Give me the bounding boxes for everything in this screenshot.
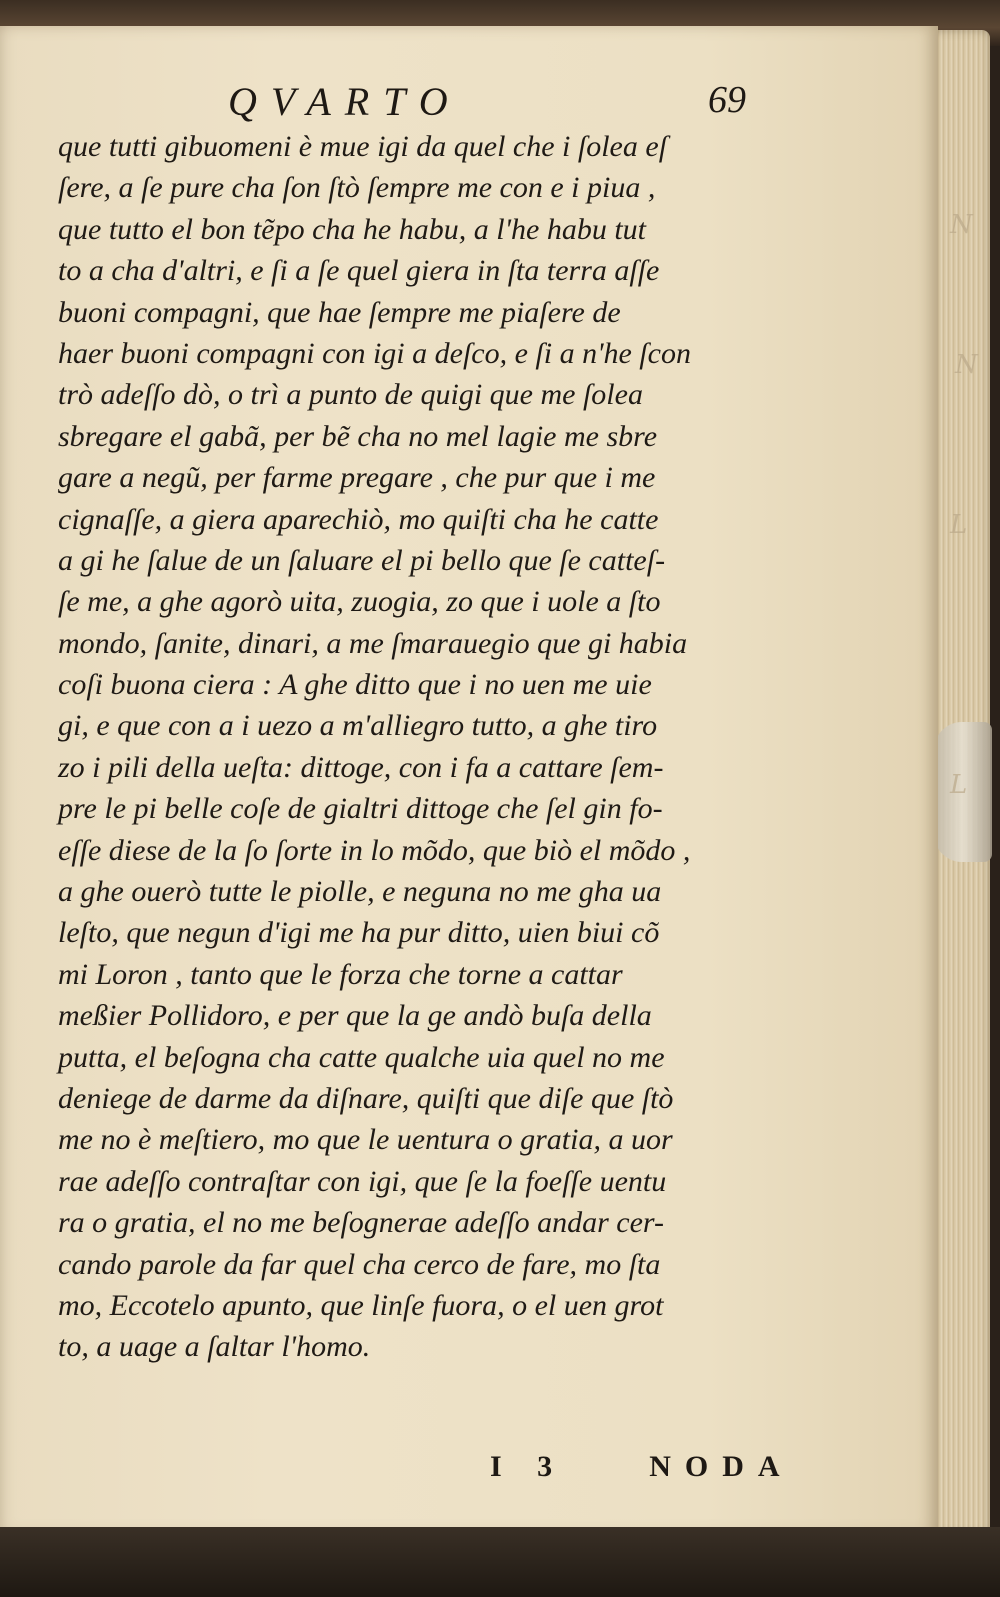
bleed-through-mark: N: [955, 350, 978, 380]
signature-mark: [490, 1450, 794, 1484]
text-line: leſto, que negun d'igi me ha pur ditto, uien biui cõ: [58, 916, 660, 950]
text-line: pre le pi belle coſe de gialtri dittoge che ſel gin fo-: [58, 792, 663, 826]
text-line: cando parole da far quel cha cerco de fare, mo ſta: [58, 1247, 661, 1281]
text-line: to, a uage a ſaltar l'homo.: [58, 1330, 371, 1364]
text-line: eſſe diese de la ſo ſorte in lo mõdo, que biò el mõdo ,: [58, 833, 691, 867]
text-line: buoni compagni, que hae ſempre me piaſere de: [58, 295, 621, 329]
bleed-through-mark: L: [950, 770, 968, 800]
text-line: ſere, a ſe pure cha ſon ſtò ſempre me con e i piua ,: [58, 171, 656, 205]
text-line: cignaſſe, a giera aparechiò, mo quiſti cha he catte: [58, 502, 659, 536]
text-line: que tutti gibuomeni è mue igi da quel che i ſolea eſ: [58, 130, 668, 163]
background-bottom: [0, 1527, 1000, 1597]
text-line: deniege de darme da diſnare, quiſti que diſe que ſtò: [58, 1081, 674, 1115]
text-line: mondo, ſanite, dinari, a me ſmarauegio que gi habia: [58, 626, 688, 660]
text-line: to a cha d'altri, e ſi a ſe quel giera in ſta terra aſſe: [58, 254, 660, 288]
text-line: meßier Pollidoro, e per que la ge andò buſa della: [58, 999, 652, 1033]
text-line: mi Loron , tanto que le forza che torne a cattar: [58, 957, 623, 991]
catchword: NODA: [649, 1450, 794, 1483]
text-line: gi, e que con a i uezo a m'alliegro tutto, a ghe tiro: [58, 709, 658, 743]
text-line: trò adeſſo dò, o trì a punto de quigi que me ſolea: [58, 378, 643, 412]
text-line: zo i pili della ueſta: dittoge, con i fa a cattare ſem-: [58, 750, 664, 784]
text-line: mo, Eccotelo apunto, que linſe fuora, o el uen grot: [58, 1288, 664, 1322]
text-line: a ghe ouerò tutte le piolle, e neguna no me gha ua: [58, 875, 662, 909]
signature-number: I 3: [490, 1450, 567, 1483]
text-line: ra o gratia, el no me beſognerae adeſſo andar cer-: [58, 1206, 664, 1240]
text-line: que tutto el bon tẽpo cha he habu, a l'he habu tut: [58, 212, 646, 246]
text-line: sbregare el gabã, per bẽ cha no mel lagie me sbre: [58, 419, 658, 453]
text-line: rae adeſſo contraſtar con igi, que ſe la foeſſe uentu: [58, 1164, 667, 1198]
text-line: me no è meſtiero, mo que le uentura o gratia, a uor: [58, 1123, 673, 1157]
text-line: a gi he ſalue de un ſaluare el pi bello que ſe catteſ-: [58, 543, 666, 577]
text-line: haer buoni compagni con igi a deſco, e ſi a n'he ſcon: [58, 336, 691, 370]
text-line: ſe me, a ghe agorò uita, zuogia, zo que i uole a ſto: [58, 585, 661, 619]
page-number: 69: [708, 79, 746, 121]
bleed-through-mark: L: [950, 510, 968, 540]
body-text: [58, 126, 778, 1368]
text-line: coſi buona ciera : A ghe ditto que i no uen me uie: [58, 668, 652, 702]
text-line: putta, el beſogna cha catte qualche uia quel no me: [58, 1040, 665, 1074]
text-line: gare a negũ, per farme pregare , che pur que i me: [58, 461, 656, 495]
bleed-through-mark: N: [950, 210, 973, 240]
running-head: QVARTO: [228, 79, 462, 124]
